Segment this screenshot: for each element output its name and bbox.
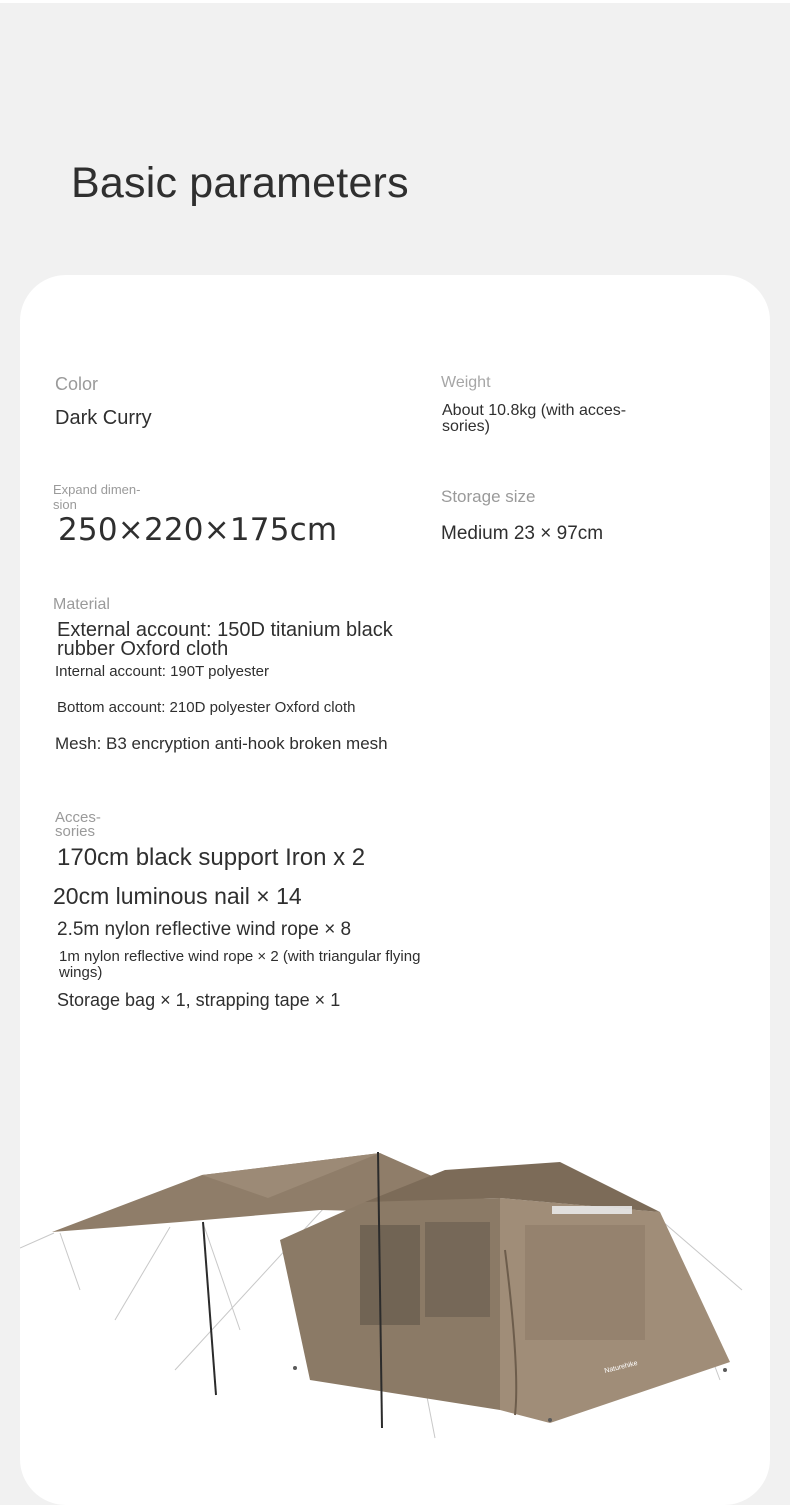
color-value: Dark Curry xyxy=(55,407,152,429)
tent-product-image xyxy=(20,1130,770,1460)
accessory-item: 20cm luminous nail × 14 xyxy=(53,883,302,909)
accessory-item: 170cm black support Iron x 2 xyxy=(57,844,366,871)
weight-value: About 10.8kg (with acces- sories) xyxy=(442,402,627,435)
material-item: External account: 150D titanium black rubber Oxford cloth xyxy=(57,619,393,660)
accessory-item: 2.5m nylon reflective wind rope × 8 xyxy=(57,919,352,940)
expand-dimension-value: 250×220×175cm xyxy=(58,512,338,548)
accessories-label: Acces- sories xyxy=(55,809,101,840)
material-item: Mesh: B3 encryption anti-hook broken mesh xyxy=(55,734,388,753)
weight-label: Weight xyxy=(441,374,491,391)
accessory-item: Storage bag × 1, strapping tape × 1 xyxy=(57,990,341,1010)
top-strip xyxy=(0,0,790,3)
material-item: Bottom account: 210D polyester Oxford cloth xyxy=(57,699,356,716)
brand-logo: Naturehike xyxy=(603,1359,639,1375)
color-label: Color xyxy=(55,374,99,394)
storage-size-label: Storage size xyxy=(441,487,536,506)
expand-dimension-label: Expand dimen- sion xyxy=(53,482,141,512)
material-label: Material xyxy=(53,596,110,613)
page-title: Basic parameters xyxy=(71,159,409,207)
accessory-item: 1m nylon reflective wind rope × 2 (with triangular flying wings) xyxy=(59,948,421,981)
storage-size-value: Medium 23 × 97cm xyxy=(441,523,604,544)
material-item: Internal account: 190T polyester xyxy=(55,663,270,680)
